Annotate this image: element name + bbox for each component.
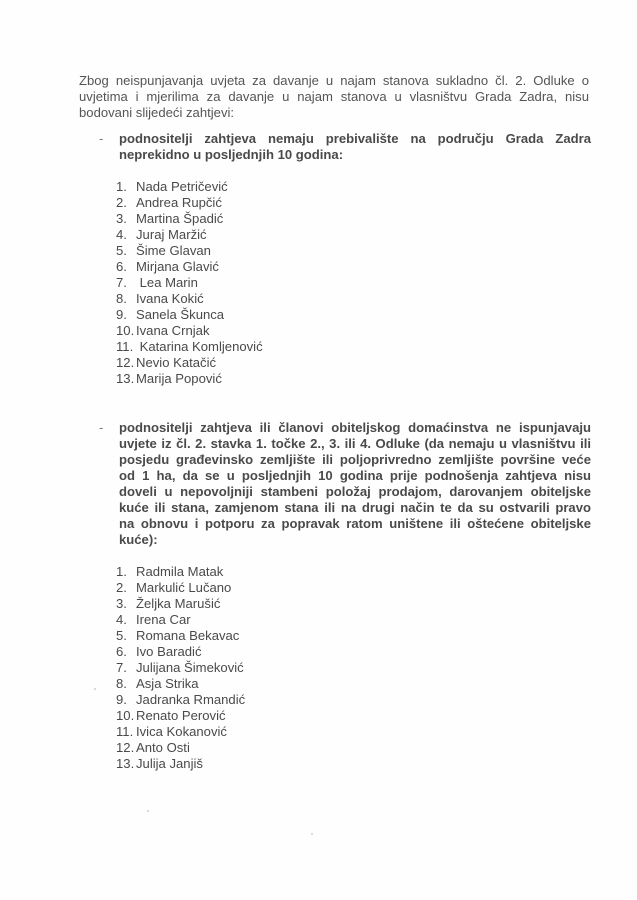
heading-line: podnositelji zahtjeva ili članovi obiteljskog domaćinstva ne ispunjavaju <box>119 420 591 435</box>
heading-line: posjedu građevinsko zemljište ili poljoprivredno zemljište površine veće <box>119 452 591 467</box>
item-number: 8. <box>116 676 127 691</box>
item-number: 3. <box>116 596 127 611</box>
intro-line: Zbog neispunjavanja uvjeta za davanje u najam stanova sukladno čl. 2. Odluke o <box>79 73 589 88</box>
list-item <box>116 628 245 644</box>
applicant-name: Irena Car <box>136 612 191 627</box>
item-number: 12. <box>116 740 135 755</box>
item-number: 4. <box>116 612 127 627</box>
scan-speck <box>311 833 313 835</box>
heading-line: podnositelji zahtjeva nemaju prebivalište na području Grada Zadra <box>119 131 591 146</box>
item-number: 5. <box>116 628 127 643</box>
applicant-name: Martina Špadić <box>136 211 224 226</box>
applicant-name: Ivana Kokić <box>136 291 204 306</box>
applicant-name: Katarina Komljenović <box>136 339 263 354</box>
list-item <box>116 676 245 692</box>
list-item <box>116 275 263 291</box>
applicant-name: Juraj Maržić <box>136 227 207 242</box>
applicant-name: Mirjana Glavić <box>136 259 219 274</box>
list-item <box>116 564 245 580</box>
intro-paragraph <box>79 73 589 121</box>
item-number: 7. <box>116 275 127 290</box>
item-number: 4. <box>116 227 127 242</box>
bullet-dash: - <box>99 131 104 146</box>
list-item <box>116 660 245 676</box>
heading-line: neprekidno u posljednjih 10 godina: <box>119 147 344 162</box>
item-number: 2. <box>116 195 127 210</box>
list-item <box>116 740 245 756</box>
list-item <box>116 211 263 227</box>
applicant-name: Šime Glavan <box>136 243 211 258</box>
applicant-name: Anto Osti <box>136 740 190 755</box>
applicant-list-residence <box>116 179 263 387</box>
item-number: 9. <box>116 307 127 322</box>
applicant-name: Lea Marin <box>136 275 198 290</box>
list-item <box>116 179 263 195</box>
list-item <box>116 612 245 628</box>
list-item <box>116 355 263 371</box>
item-number: 11. <box>116 724 134 739</box>
item-number: 1. <box>116 179 127 194</box>
applicant-name: Renato Perović <box>136 708 226 723</box>
item-number: 10. <box>116 708 135 723</box>
applicant-name: Ivo Baradić <box>136 644 202 659</box>
scan-speck <box>147 810 149 812</box>
applicant-name: Ivana Crnjak <box>136 323 210 338</box>
criterion-heading <box>119 420 591 548</box>
item-number: 13. <box>116 371 135 386</box>
item-number: 7. <box>116 660 127 675</box>
applicant-list-property <box>116 564 245 772</box>
list-item <box>116 243 263 259</box>
applicant-name: Markulić Lučano <box>136 580 232 595</box>
heading-line: kuće): <box>119 532 158 547</box>
applicant-name: Nada Petričević <box>136 179 228 194</box>
item-number: 12. <box>116 355 135 370</box>
applicant-name: Andrea Rupčić <box>136 195 222 210</box>
applicant-name: Radmila Matak <box>136 564 224 579</box>
item-number: 8. <box>116 291 127 306</box>
list-item <box>116 724 245 740</box>
applicant-name: Julijana Šimeković <box>136 660 244 675</box>
list-item <box>116 323 263 339</box>
bullet-dash: - <box>99 420 104 435</box>
list-item <box>116 195 263 211</box>
item-number: 9. <box>116 692 127 707</box>
list-item <box>116 692 245 708</box>
list-item <box>116 307 263 323</box>
list-item <box>116 644 245 660</box>
intro-line: bodovani slijedeći zahtjevi: <box>79 105 235 120</box>
heading-line: doveli u nepovoljniji stambeni položaj prodajom, darovanjem obiteljske <box>119 484 591 499</box>
heading-line: na obnovu i potporu za popravak ratom uništene ili oštećene obiteljske <box>119 516 591 531</box>
list-item <box>116 580 245 596</box>
applicant-name: Julija Janjiš <box>136 756 203 771</box>
applicant-name: Ivica Kokanović <box>136 724 227 739</box>
heading-line: kuće ili stana, zamjenom stana ili na drugi način te da su ostvarili pravo <box>119 500 591 515</box>
intro-line: uvjetima i mjerilima za davanje u najam stanova u vlasništvu Grada Zadra, nisu <box>79 89 589 104</box>
item-number: 3. <box>116 211 127 226</box>
heading-line: uvjete iz čl. 2. stavka 1. točke 2., 3. ili 4. Odluke (da nemaju u vlasništvu ili <box>119 436 591 451</box>
applicant-name: Željka Marušić <box>136 596 221 611</box>
list-item <box>116 339 263 355</box>
applicant-name: Nevio Katačić <box>136 355 217 370</box>
item-number: 5. <box>116 243 127 258</box>
list-item <box>116 291 263 307</box>
item-number: 1. <box>116 564 127 579</box>
list-item <box>116 259 263 275</box>
list-item <box>116 708 245 724</box>
scan-speck <box>94 688 96 690</box>
item-number: 2. <box>116 580 127 595</box>
applicant-name: Marija Popović <box>136 371 222 386</box>
list-item <box>116 371 263 387</box>
heading-line: od 1 ha, da se u posljednjih 10 godina prije podnošenja zahtjeva nisu <box>119 468 591 483</box>
applicant-name: Sanela Škunca <box>136 307 225 322</box>
item-number: 6. <box>116 259 127 274</box>
item-number: 6. <box>116 644 127 659</box>
item-number: 10. <box>116 323 135 338</box>
list-item <box>116 756 245 772</box>
applicant-name: Jadranka Rmandić <box>136 692 246 707</box>
criterion-heading <box>119 131 591 163</box>
list-item <box>116 227 263 243</box>
item-number: 11. <box>116 339 134 354</box>
applicant-name: Asja Strika <box>136 676 199 691</box>
item-number: 13. <box>116 756 135 771</box>
list-item <box>116 596 245 612</box>
applicant-name: Romana Bekavac <box>136 628 240 643</box>
